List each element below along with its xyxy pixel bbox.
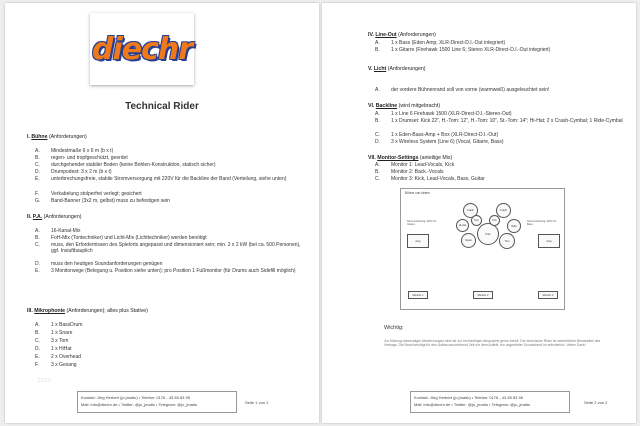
section-name: P.A. [32, 214, 43, 220]
item-text: 1 x Line 6 Firehawk 1500 (XLR-Direct-D.I.-Stereo-Out) [391, 111, 512, 117]
item-text: 3 Monitorwege (Belegung u. Position siehe unten); pro Position 1 Fußmonitor (für Drums auch Sidefill möglich) [51, 268, 296, 274]
item-text: 1 x Snare [51, 330, 73, 336]
list-item [35, 261, 305, 268]
list-item [35, 155, 305, 162]
list-item [375, 169, 625, 176]
drum-crash-2: Crash [496, 203, 511, 218]
item-text: FoH-Mix (Tontechniker) und Licht-Mix (Lichttechniker) werden benötigt [51, 235, 207, 241]
item-letter: C. [35, 162, 40, 168]
item-text: 1 x Bass (Eden Amp; XLR-Direct-D.I.-Out integriert) [391, 40, 506, 46]
section-sub: (Anforderungen) [43, 214, 82, 220]
item-letter: E. [35, 354, 40, 360]
item-letter: E. [35, 176, 40, 182]
list-item [35, 169, 305, 176]
item-text: Drumpodest: 3 x 2 m (b x t) [51, 169, 112, 175]
item-text: 2 x Overhead [51, 354, 82, 360]
section-heading-pa [27, 214, 81, 220]
list-item [35, 228, 305, 235]
monitor-1: Monitor 1 [408, 291, 428, 299]
list-item [375, 162, 625, 169]
item-text: Monitor 1: Lead-Vocals, Kick [391, 162, 455, 168]
drum-snare: Snare [461, 233, 476, 248]
item-letter: C. [375, 132, 380, 138]
item-text: Monitor 3: Kick, Lead-Vocals, Bass, Guitar [391, 176, 485, 182]
item-text: 1 x Gitarre (Firehawk 1500 Line 6; Stereo XLR-Direct-D.I.-Out integriert) [391, 47, 551, 53]
section-number: II. [27, 214, 32, 220]
drum-ride: Ride [507, 219, 521, 233]
item-text: 3 x Wireless System (Line 6) (Vocal, Gitarre, Bass) [391, 139, 504, 145]
list-item [375, 176, 625, 183]
section-name: Mikrophonie [34, 308, 66, 314]
list-item [375, 132, 625, 139]
footer-mail-line: Mail: info@diechr.de • Twitter: @jo_jmaitu • Telegram: @jo_jmaitu [414, 402, 531, 407]
list-item [375, 47, 625, 54]
drum-tom-1: Tom [471, 215, 482, 226]
monitor-2: Monitor 2 [473, 291, 493, 299]
item-letter: F. [35, 191, 39, 197]
logo-text: diechr [91, 31, 193, 67]
section-heading-licht [368, 66, 426, 72]
list-item [35, 235, 305, 242]
item-letter: A. [35, 148, 40, 154]
section-name: Licht [373, 66, 387, 72]
item-text: regen- und tropfgeschützt, geerdet [51, 155, 128, 161]
footer-mail-line: Mail: info@diechr.de • Twitter: @jo_jmaitu • Telegram: @jo_jmaitu [81, 402, 198, 407]
item-letter: E. [35, 268, 40, 274]
stage-note-right: Stromverteilung: 220V für Bass [527, 220, 557, 226]
item-letter: A. [375, 87, 380, 93]
faint-watermark: 1ccs [37, 377, 52, 384]
item-letter: B. [375, 118, 380, 124]
list-item [35, 198, 305, 205]
list-item [35, 191, 305, 198]
item-letter: D. [35, 169, 40, 175]
section-number: V. [368, 66, 373, 72]
band-logo [90, 13, 194, 85]
item-text: Band-Banner (3x2 m, gelbst) muss zu befestigen sein [51, 198, 170, 204]
list-item [35, 176, 305, 189]
page-2 [322, 3, 636, 423]
item-text: durchgehender stabiler Boden (keine Bohlen-Konstruktion, statisch sicher) [51, 162, 216, 168]
item-letter: B. [375, 47, 380, 53]
item-text: Mindestmaße 6 x 6 m (b x t) [51, 148, 114, 154]
document-title: Technical Rider [125, 101, 199, 112]
stage-note-left: Stromverteilung: 220V für Gitarre [407, 220, 437, 226]
list-item [35, 268, 305, 281]
list-item [375, 118, 625, 131]
section-sub: (Anforderungen) [48, 134, 87, 140]
item-text: 1 x Drumset: Kick 22", H.-Tom: 12", H.-Tom: 10", St.-Tom: 14"; Hi-Hat; 2 x Crash-Cymbal; 1 Ride-Cymbal [391, 118, 623, 124]
item-letter: D. [35, 346, 40, 352]
list-item [35, 322, 305, 329]
item-letter: B. [35, 330, 40, 336]
contact-footer [77, 391, 237, 413]
section-sub: (Anforderungen) [398, 32, 436, 38]
list-item [35, 346, 305, 353]
drum-hihat: Hi-Hat [456, 219, 469, 232]
item-text: 3 x Tom [51, 338, 69, 344]
stage-plot [400, 188, 565, 310]
item-letter: G. [35, 198, 41, 204]
section-name: Backline [375, 103, 398, 109]
page-number: Seite 2 von 2 [584, 400, 608, 405]
list-item [375, 139, 625, 146]
monitor-3: Monitor 3 [538, 291, 558, 299]
item-letter: A. [35, 228, 40, 234]
drum-crash-1: Crash [463, 203, 478, 218]
item-letter: C. [375, 176, 380, 182]
item-letter: C. [35, 242, 40, 248]
item-letter: D. [35, 261, 40, 267]
note-text: Zur Klärung notwendiger Abweichungen sind wir zur rechtzeitigen Absprache gerne bereit. Der technische Rider ist wesentlicher Bestandteil des Vertrags. Die Band benötigt für den Aufbau ausreichend Zeit vor dem Auftritt, ein ungestörter Soundcheck ist erforderlich. Vielen Dank! [384, 339, 601, 348]
section-number: III. [27, 308, 33, 314]
note-title: Wichtig: [384, 325, 404, 331]
item-text: 1 x HiHat [51, 346, 72, 352]
guitar-amp: Amp [407, 234, 429, 248]
list-item [375, 111, 625, 118]
stage-plot-title: Bühne von hinten [405, 191, 430, 195]
item-letter: F. [35, 362, 39, 368]
item-text: unterbrechungsfreie, stabile Stromversorgung mit 220V für die Backline der Band (Verteilung, siehe unten) [51, 176, 287, 182]
list-item [35, 162, 305, 169]
item-text: 16-Kanal-Mix [51, 228, 81, 234]
section-number: VI. [368, 103, 375, 109]
drum-tom-2: Tom [489, 215, 500, 226]
section-number: I. [27, 134, 30, 140]
section-heading-monitor-settings [368, 155, 452, 161]
section-sub: (anteilige Mix) [419, 155, 453, 161]
item-letter: B. [375, 169, 380, 175]
item-text: Monitor 2: Back.-Vocals [391, 169, 444, 175]
list-item [35, 148, 305, 155]
list-item [35, 242, 305, 262]
list-item [35, 362, 305, 369]
section-heading-line-out [368, 32, 436, 38]
page-1 [5, 3, 319, 423]
footer-contact-line: Kontakt: Jörg Herbert (jo.jmaitu) • Telefon: 0176 - 43 89 83 95 [81, 395, 190, 400]
item-text: muss, den Erfordernissen des Spielorts angepasst und dimensioniert sein; min. 2 x 2 kW (bei ca. 500 Personen), ggf. Insiuftbauplich [51, 242, 301, 255]
drum-floor-tom: Tom [499, 233, 515, 249]
item-letter: D. [375, 139, 380, 145]
contact-footer [410, 391, 570, 413]
page-number: Seite 1 von 2 [245, 400, 269, 405]
item-letter: B. [35, 155, 40, 161]
item-text: 3 x Gesang [51, 362, 77, 368]
section-heading-buehne [27, 134, 87, 140]
list-item [375, 40, 625, 47]
item-letter: B. [35, 235, 40, 241]
section-name: Line-Out [375, 32, 397, 38]
section-sub: (wird mitgebracht) [398, 103, 441, 109]
list-item [35, 330, 305, 337]
section-number: IV. [368, 32, 374, 38]
item-letter: A. [35, 322, 40, 328]
item-letter: A. [375, 40, 380, 46]
section-number: VII. [368, 155, 376, 161]
item-letter: A. [375, 162, 380, 168]
footer-contact-line: Kontakt: Jörg Herbert (jo.jmaitu) • Telefon: 0176 - 43 89 83 95 [414, 395, 523, 400]
section-sub: (Anforderungen) [387, 66, 426, 72]
section-heading-backline [368, 103, 440, 109]
drum-kick: Kick [477, 223, 499, 245]
section-heading-mikrophonie [27, 308, 148, 314]
section-name: Monitor-Settings [377, 155, 419, 161]
item-text: muss den heutigen Soundanforderungen genügen [51, 261, 163, 267]
bass-amp: Amp [538, 234, 560, 248]
item-text: 1 x BassDrum [51, 322, 83, 328]
item-text: der vordere Bühnenrand soll von vorne (warmweiß) ausgeleuchtet sein! [391, 87, 550, 93]
section-sub: (Anforderungen); alles plus Stative) [66, 308, 148, 314]
list-item [35, 338, 305, 345]
item-letter: A. [375, 111, 380, 117]
list-item [375, 87, 625, 94]
item-letter: C. [35, 338, 40, 344]
section-name: Bühne [31, 134, 48, 140]
item-text: Verkabelung stolperfrei verlegt; gesichert [51, 191, 142, 197]
list-item [35, 354, 305, 361]
item-text: 1 x Eden-Bass-Amp + Box (XLR-Direct-D.I.-Out) [391, 132, 499, 138]
